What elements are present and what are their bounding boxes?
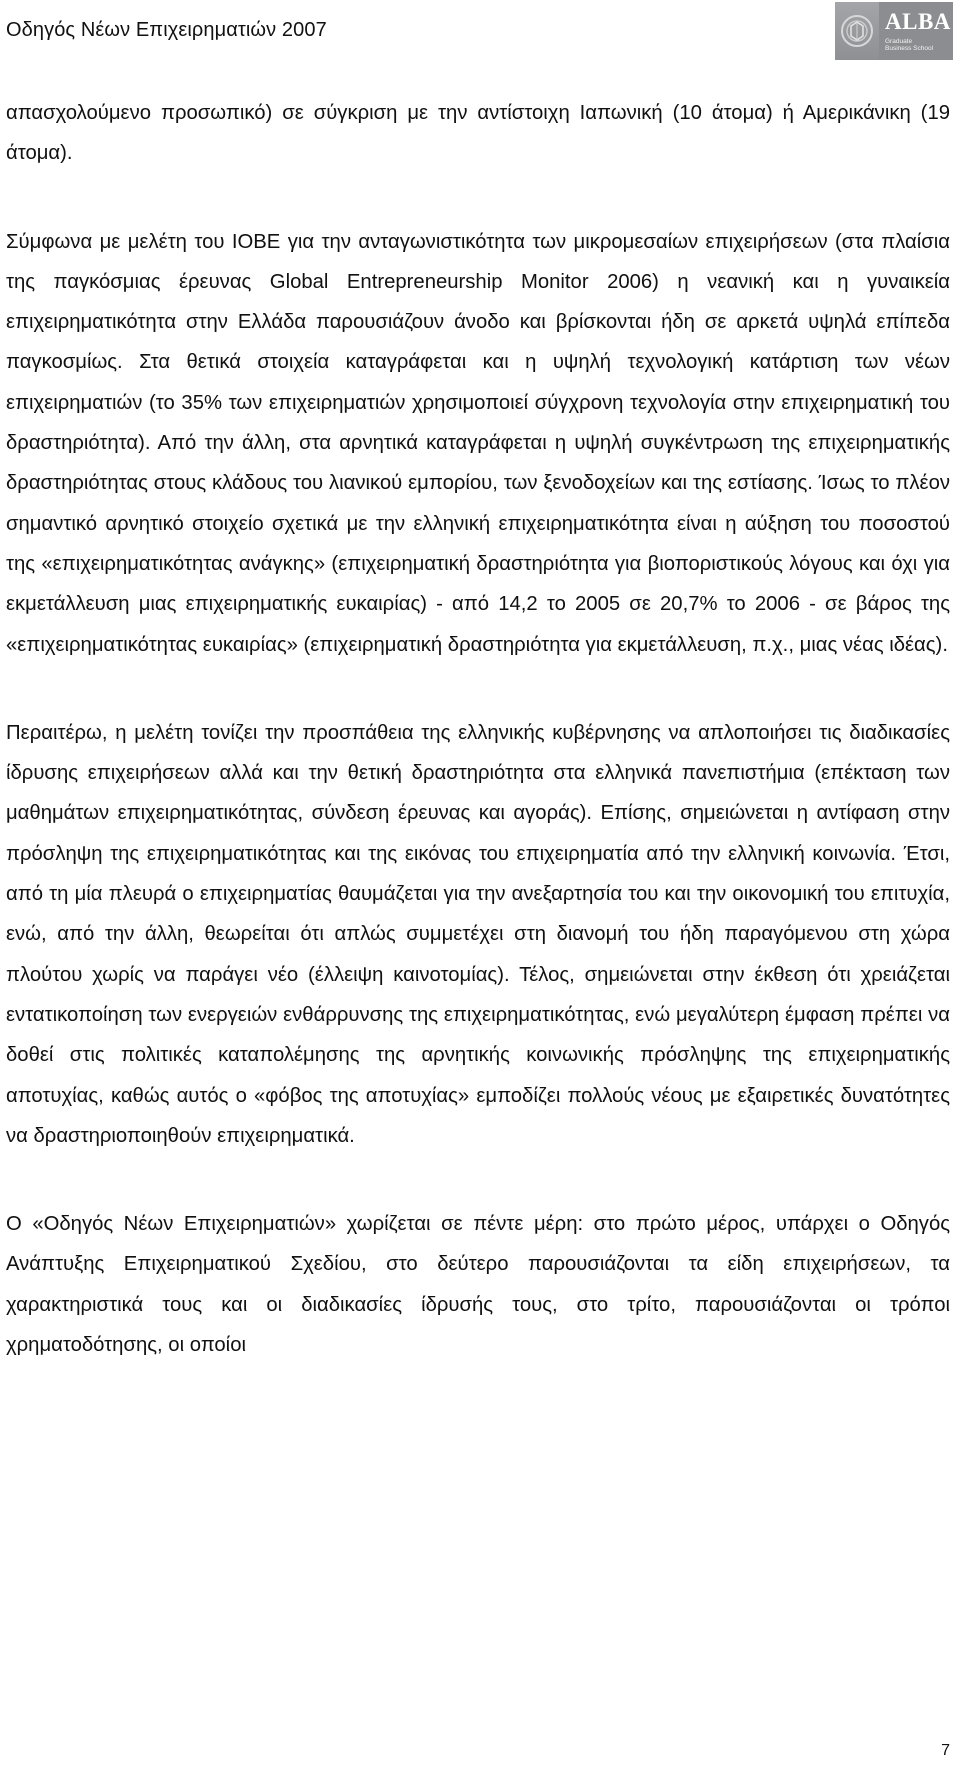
paragraph-spacer xyxy=(6,665,950,713)
page-number: 7 xyxy=(941,1742,950,1759)
logo-text-block xyxy=(879,2,953,60)
paragraph-2: Σύμφωνα με μελέτη του ΙΟΒΕ για την ανταγωνιστικότητα των μικρομεσαίων επιχειρήσεων (στα πλαίσια της παγκόσμιας έρευνας Global Entrepreneurship Monitor 2006) η νεανική και η γυναικεία επιχειρηματικότητα στην Ελλάδα παρουσιάζουν άνοδο και βρίσκονται ήδη σε αρκετά υψηλά επίπεδα παγκοσμίως. Στα θετικά στοιχεία καταγράφεται και η υψηλή τεχνολογική κατάρτιση των νέων επιχειρηματιών (το 35% των επιχειρηματιών χρησιμοποιεί σύγχρονη τεχνολογία στην επιχειρηματική του δραστηριότητα). Από την άλλη, στα αρνητικά καταγράφεται η υψηλή συγκέντρωση της επιχειρηματικής δραστηριότητας στους κλάδους του λιανικού εμπορίου, των ξενοδοχείων και της εστίασης. Ίσως το πλέον σημαντικό αρνητικό στοιχείο σχετικά με την ελληνική επιχειρηματικότητα είναι η αύξηση του ποσοστού της «επιχειρηματικότητας ανάγκης» (επιχειρηματική δραστηριότητα για βιοποριστικούς λόγους και όχι για εκμετάλλευση μιας επιχειρηματικής ευκαιρίας) - από 14,2 το 2005 σε 20,7% το 2006 - σε βάρος της «επιχειρηματικότητας ευκαιρίας» (επιχειρηματική δραστηριότητα για εκμετάλλευση, π.χ., μιας νέας ιδέας). xyxy=(6,230,950,656)
document-body xyxy=(6,93,950,1365)
document-title: Οδηγός Νέων Επιχειρηματιών 2007 xyxy=(6,19,327,41)
logo-subtitle-line2: Business School xyxy=(885,45,934,52)
logo-subtitle-line1: Graduate xyxy=(885,38,913,45)
paragraph-spacer xyxy=(6,1156,950,1204)
logo-emblem-icon xyxy=(835,2,879,60)
alba-logo xyxy=(835,2,953,60)
paragraph-4: Ο «Οδηγός Νέων Επιχειρηματιών» χωρίζεται σε πέντε μέρη: στο πρώτο μέρος, υπάρχει ο Οδηγός Ανάπτυξης Επιχειρηματικού Σχεδίου, στο δεύτερο παρουσιάζονται τα είδη επιχειρήσεων, τα χαρακτηριστικά τους και οι διαδικασίες ίδρυσής τους, στο τρίτο, παρουσιάζονται οι τρόποι χρηματοδότησης, οι οποίοι xyxy=(6,1213,950,1357)
page-header xyxy=(0,0,960,68)
paragraph-3: Περαιτέρω, η μελέτη τονίζει την προσπάθεια της ελληνικής κυβέρνησης να απλοποιήσει τις διαδικασίες ίδρυσης επιχειρήσεων αλλά και την θετική δραστηριότητα στα ελληνικά πανεπιστήμια (επέκταση των μαθημάτων επιχειρηματικότητας, σύνδεση έρευνας και αγοράς). Επίσης, σημειώνεται η αντίφαση στην πρόσληψη της επιχειρηματικότητας και της εικόνας του επιχειρηματία από την ελληνική κοινωνία. Έτσι, από τη μία πλευρά ο επιχειρηματίας θαυμάζεται για την ανεξαρτησία του και την οικονομική του επιτυχία, ενώ, από την άλλη, θεωρείται ότι απλώς συμμετέχει στη διανομή του ήδη παραγόμενου στη χώρα πλούτου χωρίς να παράγει νέο (έλλειψη καινοτομίας). Τέλος, σημειώνεται στην έκθεση ότι χρειάζεται εντατικοποίηση των ενεργειών ενθάρρυνσης της επιχειρηματικότητας, ενώ μεγαλύτερη έμφαση πρέπει να δοθεί στις πολιτικές καταπολέμησης της αρνητικής κοινωνικής πρόσληψης της επιχειρηματικής αποτυχίας, καθώς αυτός ο «φόβος της αποτυχίας» εμποδίζει πολλούς νέους με εξαιρετικές δυνατότητες να δραστηριοποιηθούν επιχειρηματικά. xyxy=(6,721,950,1147)
logo-wordmark: ALBA xyxy=(885,9,951,34)
paragraph-1: απασχολούμενο προσωπικό) σε σύγκριση με την αντίστοιχη Ιαπωνική (10 άτομα) ή Αμερικάνικη (19 άτομα). xyxy=(6,102,950,165)
paragraph-spacer xyxy=(6,174,950,222)
